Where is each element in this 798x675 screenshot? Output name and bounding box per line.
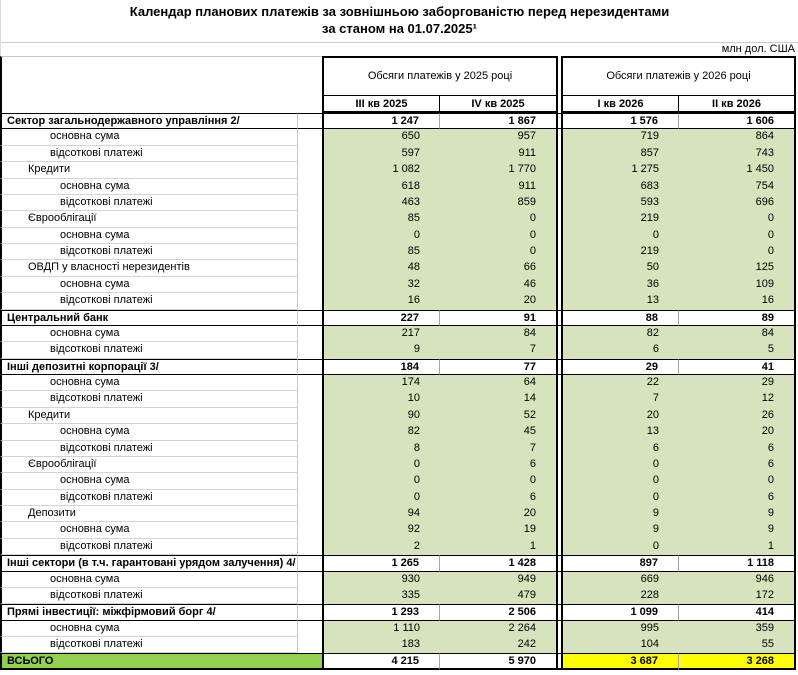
value-cell: 683: [561, 179, 679, 195]
column-gap: [558, 195, 561, 211]
value-cell: 77: [440, 359, 558, 375]
column-gap: [558, 539, 561, 555]
row-label: Депозити: [0, 506, 298, 522]
value-cell: 183: [322, 637, 440, 653]
row-label: відсоткові платежі: [0, 490, 298, 506]
label-spacer: [298, 555, 322, 571]
value-cell: 754: [679, 179, 796, 195]
label-spacer: [298, 588, 322, 604]
value-cell: 52: [440, 408, 558, 424]
value-cell: 45: [440, 424, 558, 440]
value-cell: 743: [679, 146, 796, 162]
column-gap: [558, 179, 561, 195]
report-title-block: [0, 0, 798, 43]
value-cell: 0: [561, 457, 679, 473]
value-cell: 3 268: [679, 653, 796, 669]
column-gap: [558, 408, 561, 424]
table-corner: [0, 56, 322, 96]
row-label: відсоткові платежі: [0, 244, 298, 260]
value-cell: 109: [679, 277, 796, 293]
row-label: ОВДП у власності нерезидентів: [0, 260, 298, 276]
value-cell: 593: [561, 195, 679, 211]
value-cell: 6: [440, 457, 558, 473]
value-cell: 48: [322, 260, 440, 276]
row-label: Сектор загальнодержавного управління 2/: [0, 113, 298, 129]
label-spacer: [298, 490, 322, 506]
value-cell: 16: [322, 293, 440, 309]
value-cell: 2 264: [440, 621, 558, 637]
value-cell: 50: [561, 260, 679, 276]
value-cell: 55: [679, 637, 796, 653]
row-label: Кредити: [0, 162, 298, 178]
column-gap: [558, 572, 561, 588]
value-cell: 16: [679, 293, 796, 309]
table-corner-2: [0, 96, 322, 113]
label-spacer: [298, 522, 322, 538]
row-label: основна сума: [0, 424, 298, 440]
value-cell: 930: [322, 572, 440, 588]
label-spacer: [298, 244, 322, 260]
column-gap: [558, 228, 561, 244]
value-cell: 19: [440, 522, 558, 538]
value-cell: 1 265: [322, 555, 440, 571]
label-spacer: [298, 359, 322, 375]
label-spacer: [298, 195, 322, 211]
value-cell: 41: [679, 359, 796, 375]
label-spacer: [298, 539, 322, 555]
value-cell: 995: [561, 621, 679, 637]
value-cell: 104: [561, 637, 679, 653]
value-cell: 9: [679, 522, 796, 538]
value-cell: 0: [322, 228, 440, 244]
column-gap: [558, 555, 561, 571]
value-cell: 20: [440, 506, 558, 522]
value-cell: 90: [322, 408, 440, 424]
column-gap: [558, 441, 561, 457]
label-spacer: [298, 310, 322, 326]
value-cell: 85: [322, 244, 440, 260]
value-cell: 719: [561, 129, 679, 145]
row-label: відсоткові платежі: [0, 588, 298, 604]
label-spacer: [298, 211, 322, 227]
value-cell: 1: [679, 539, 796, 555]
value-cell: 0: [440, 228, 558, 244]
label-spacer: [298, 408, 322, 424]
label-spacer: [298, 113, 322, 129]
value-cell: 669: [561, 572, 679, 588]
column-gap: [558, 588, 561, 604]
value-cell: 174: [322, 375, 440, 391]
row-label: основна сума: [0, 375, 298, 391]
value-cell: 946: [679, 572, 796, 588]
column-gap: [558, 375, 561, 391]
value-cell: 1 428: [440, 555, 558, 571]
value-cell: 479: [440, 588, 558, 604]
column-gap: [558, 359, 561, 375]
value-cell: 0: [679, 211, 796, 227]
value-cell: 1 099: [561, 604, 679, 620]
value-cell: 6: [561, 441, 679, 457]
value-cell: 64: [440, 375, 558, 391]
value-cell: 2: [322, 539, 440, 555]
value-cell: 9: [561, 522, 679, 538]
label-spacer: [298, 162, 322, 178]
value-cell: 82: [561, 326, 679, 342]
value-cell: 911: [440, 179, 558, 195]
value-cell: 219: [561, 211, 679, 227]
value-cell: 4 215: [322, 653, 440, 669]
label-spacer: [298, 293, 322, 309]
value-cell: 172: [679, 588, 796, 604]
column-gap: [558, 473, 561, 489]
row-label: основна сума: [0, 326, 298, 342]
row-label: основна сума: [0, 522, 298, 538]
label-spacer: [298, 457, 322, 473]
value-cell: 84: [679, 326, 796, 342]
value-cell: 14: [440, 391, 558, 407]
value-cell: 0: [561, 490, 679, 506]
value-cell: 696: [679, 195, 796, 211]
value-cell: 6: [440, 490, 558, 506]
column-gap: [558, 310, 561, 326]
value-cell: 2 506: [440, 604, 558, 620]
units-label: млн дол. США: [0, 43, 798, 56]
value-cell: 20: [679, 424, 796, 440]
row-label: основна сума: [0, 129, 298, 145]
value-cell: 0: [440, 211, 558, 227]
value-cell: 5 970: [440, 653, 558, 669]
column-gap: [558, 146, 561, 162]
value-cell: 0: [322, 490, 440, 506]
value-cell: 1 082: [322, 162, 440, 178]
row-label: основна сума: [0, 473, 298, 489]
column-gap: [558, 293, 561, 309]
column-gap: [558, 277, 561, 293]
value-cell: 597: [322, 146, 440, 162]
column-gap: [558, 506, 561, 522]
label-spacer: [298, 424, 322, 440]
value-cell: 7: [440, 441, 558, 457]
group-header-2025: Обсяги платежів у 2025 році: [322, 56, 558, 96]
value-cell: 1 576: [561, 113, 679, 129]
value-cell: 911: [440, 146, 558, 162]
value-cell: 32: [322, 277, 440, 293]
label-spacer: [298, 506, 322, 522]
value-cell: 66: [440, 260, 558, 276]
column-gap: [558, 244, 561, 260]
label-spacer: [298, 129, 322, 145]
column-gap: [558, 604, 561, 620]
row-label: Інші депозитні корпорації 3/: [0, 359, 298, 375]
value-cell: 949: [440, 572, 558, 588]
report-title: Календар планових платежів за зовнішньою заборгованістю перед нерезидентами: [129, 4, 670, 19]
value-cell: 8: [322, 441, 440, 457]
value-cell: 85: [322, 211, 440, 227]
value-cell: 0: [561, 539, 679, 555]
value-cell: 1 606: [679, 113, 796, 129]
row-label: відсоткові платежі: [0, 146, 298, 162]
label-spacer: [298, 179, 322, 195]
row-label: Центральний банк: [0, 310, 298, 326]
row-label: Прямі інвестиції: міжфірмовий борг 4/: [0, 604, 298, 620]
value-cell: 1 293: [322, 604, 440, 620]
value-cell: 0: [561, 228, 679, 244]
value-cell: 1 118: [679, 555, 796, 571]
value-cell: 414: [679, 604, 796, 620]
row-label: відсоткові платежі: [0, 637, 298, 653]
value-cell: 0: [322, 473, 440, 489]
column-gap: [558, 113, 561, 129]
label-spacer: [298, 326, 322, 342]
quarter-header-q4-2025: IV кв 2025: [440, 96, 558, 113]
column-gap: [558, 260, 561, 276]
value-cell: 91: [440, 310, 558, 326]
value-cell: 29: [679, 375, 796, 391]
value-cell: 6: [561, 342, 679, 358]
value-cell: 0: [440, 244, 558, 260]
column-gap: [558, 342, 561, 358]
value-cell: 26: [679, 408, 796, 424]
value-cell: 0: [679, 228, 796, 244]
value-cell: 228: [561, 588, 679, 604]
value-cell: 10: [322, 391, 440, 407]
row-label: відсоткові платежі: [0, 342, 298, 358]
value-cell: 13: [561, 293, 679, 309]
label-spacer: [298, 637, 322, 653]
value-cell: 184: [322, 359, 440, 375]
value-cell: 1 770: [440, 162, 558, 178]
label-spacer: [298, 604, 322, 620]
value-cell: 82: [322, 424, 440, 440]
value-cell: 6: [679, 457, 796, 473]
value-cell: 897: [561, 555, 679, 571]
value-cell: 359: [679, 621, 796, 637]
quarter-header-q1-2026: I кв 2026: [561, 96, 679, 113]
row-label: Кредити: [0, 408, 298, 424]
column-gap: [558, 490, 561, 506]
value-cell: 0: [440, 473, 558, 489]
value-cell: 859: [440, 195, 558, 211]
value-cell: 20: [561, 408, 679, 424]
value-cell: 9: [561, 506, 679, 522]
value-cell: 219: [561, 244, 679, 260]
value-cell: 618: [322, 179, 440, 195]
value-cell: 7: [440, 342, 558, 358]
row-label: основна сума: [0, 228, 298, 244]
value-cell: 9: [322, 342, 440, 358]
total-row-label: ВСЬОГО: [0, 653, 322, 669]
label-spacer: [298, 473, 322, 489]
column-gap: [558, 129, 561, 145]
row-label: відсоткові платежі: [0, 539, 298, 555]
label-spacer: [298, 572, 322, 588]
label-spacer: [298, 277, 322, 293]
value-cell: 0: [322, 457, 440, 473]
value-cell: 3 687: [561, 653, 679, 669]
value-cell: 0: [679, 244, 796, 260]
label-spacer: [298, 621, 322, 637]
value-cell: 88: [561, 310, 679, 326]
value-cell: 0: [679, 473, 796, 489]
value-cell: 6: [679, 490, 796, 506]
label-spacer: [298, 146, 322, 162]
value-cell: 335: [322, 588, 440, 604]
value-cell: 864: [679, 129, 796, 145]
value-cell: 217: [322, 326, 440, 342]
value-cell: 7: [561, 391, 679, 407]
value-cell: 9: [679, 506, 796, 522]
column-gap: [558, 391, 561, 407]
row-label: основна сума: [0, 277, 298, 293]
value-cell: 22: [561, 375, 679, 391]
row-label: Інші сектори (в т.ч. гарантовані урядом залучення) 4/: [0, 555, 298, 571]
column-gap: [558, 621, 561, 637]
label-spacer: [298, 260, 322, 276]
label-spacer: [298, 375, 322, 391]
value-cell: 5: [679, 342, 796, 358]
value-cell: 1 110: [322, 621, 440, 637]
payments-table: [0, 56, 796, 670]
value-cell: 12: [679, 391, 796, 407]
value-cell: 20: [440, 293, 558, 309]
column-gap: [558, 162, 561, 178]
row-label: відсоткові платежі: [0, 293, 298, 309]
label-spacer: [298, 342, 322, 358]
value-cell: 89: [679, 310, 796, 326]
value-cell: 92: [322, 522, 440, 538]
value-cell: 1 450: [679, 162, 796, 178]
row-label: основна сума: [0, 572, 298, 588]
value-cell: 1: [440, 539, 558, 555]
row-label: Єврооблігації: [0, 211, 298, 227]
row-label: відсоткові платежі: [0, 195, 298, 211]
value-cell: 0: [561, 473, 679, 489]
value-cell: 36: [561, 277, 679, 293]
value-cell: 463: [322, 195, 440, 211]
group-header-2026: Обсяги платежів у 2026 році: [561, 56, 796, 96]
value-cell: 1 275: [561, 162, 679, 178]
value-cell: 6: [679, 441, 796, 457]
row-label: основна сума: [0, 179, 298, 195]
column-gap: [558, 522, 561, 538]
value-cell: 29: [561, 359, 679, 375]
row-label: основна сума: [0, 621, 298, 637]
value-cell: 227: [322, 310, 440, 326]
quarter-header-q3-2025: III кв 2025: [322, 96, 440, 113]
column-gap: [558, 326, 561, 342]
column-gap: [558, 653, 561, 669]
value-cell: 857: [561, 146, 679, 162]
column-gap: [558, 211, 561, 227]
value-cell: 957: [440, 129, 558, 145]
quarter-header-q2-2026: II кв 2026: [679, 96, 796, 113]
value-cell: 46: [440, 277, 558, 293]
value-cell: 125: [679, 260, 796, 276]
column-gap: [558, 457, 561, 473]
value-cell: 242: [440, 637, 558, 653]
column-gap: [558, 424, 561, 440]
column-gap: [558, 637, 561, 653]
value-cell: 13: [561, 424, 679, 440]
value-cell: 650: [322, 129, 440, 145]
row-label: відсоткові платежі: [0, 441, 298, 457]
row-label: відсоткові платежі: [0, 391, 298, 407]
row-label: Єврооблігації: [0, 457, 298, 473]
value-cell: 1 867: [440, 113, 558, 129]
label-spacer: [298, 441, 322, 457]
value-cell: 84: [440, 326, 558, 342]
label-spacer: [298, 228, 322, 244]
label-spacer: [298, 391, 322, 407]
value-cell: 1 247: [322, 113, 440, 129]
value-cell: 94: [322, 506, 440, 522]
report-subtitle: за станом на 01.07.2025¹: [322, 21, 477, 36]
